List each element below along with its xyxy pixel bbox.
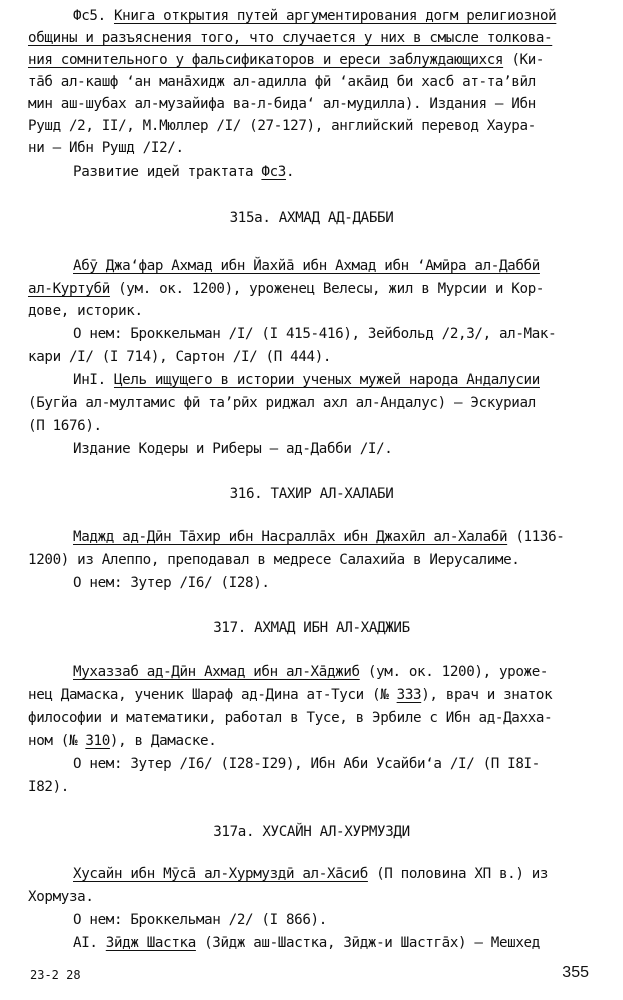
s315a-line-2: ал-Куртубӣ (ум. ок. 1200), уроженец Велесы, жил в Мурсии и Кор- (28, 281, 545, 297)
s317-line-2: нец Дамаска, ученик Шараф ад-Дина ат-Туси (№ 333), врач и знаток (28, 687, 553, 703)
s316-line-2: 1200) из Алеппо, преподавал в медресе Салахийа в Иерусалиме. (28, 552, 520, 568)
s315a-line-1: Абӯ Джаʻфар Ахмад ибн Йахйа̄ ибн Ахмад ибн ʻАмӣра ал-Даббӣ (73, 258, 540, 274)
heading-315a: 315а. АХМАД АД-ДАББИ (229, 210, 394, 226)
fc5-line-1 (73, 6, 556, 26)
fc5-line-4: та̄б ал-кашф ʻан мана̄хидж ал-адилла фӣ ʻака̄ид би хасб ат-таʼвӣл (28, 74, 536, 90)
s316-line-3: О нем: Зутер /I6/ (I28). (73, 575, 270, 591)
s317-line-5: О нем: Зутер /I6/ (I28-I29), Ибн Аби Усайбиʻа /I/ (П I8I- (73, 756, 540, 772)
s317a-line-2: Хормуза. (28, 889, 94, 905)
s315a-line-4: О нем: Броккельман /I/ (I 415-416), Зейбольд /2,3/, ал-Мак- (73, 326, 557, 342)
s316-line-1: Маджд ад-Дӣн Та̄хир ибн Насралла̄х ибн Джахӣл ал-Халабӣ (1136- (73, 529, 565, 545)
fc5-line-7: ни – Ибн Рушд /I2/. (28, 140, 184, 156)
ref-333: 333 (396, 687, 422, 703)
s317a-line-4: АI. Зӣдж Шастка (Зӣдж аш-Шастка, Зӣдж-и Шастга̄х) – Мешхед (73, 935, 540, 951)
s317-line-1: Мухаззаб ад-Дӣн Ахмад ибн ал-Ха̄джиб (ум. ок. 1200), уроже- (73, 664, 549, 680)
s315a-line-9: Издание Кодеры и Риберы – ад-Дабби /I/. (73, 441, 393, 457)
s317-line-4: ном (№ 310), в Дамаске. (28, 733, 217, 749)
s315a-line-3: дове, историк. (28, 303, 143, 319)
fc5-line-2: общины и разъяснения того, что случается у них в смысле толкова- (28, 30, 553, 46)
heading-317: 317. АХМАД ИБН АЛ-ХАДЖИБ (213, 620, 410, 636)
s317-line-6: I82). (28, 779, 69, 795)
s317a-line-1: Хусайн ибн Мӯса̄ ал-Хурмуздӣ ал-Ха̄сиб (П половина XП в.) из (73, 866, 549, 882)
s315a-line-7: (Бугйа ал-мултамис фӣ таʼрӣх риджал ахл ал-Андалус) – Эскуриал (28, 395, 536, 411)
fc5-line-6: Рушд /2, II/, М.Мюллер /I/ (27-127), английский перевод Хаура- (28, 118, 536, 134)
fc5-line-3: ния сомнительного у фальсификаторов и ереси заблуждающихся (Ки- (28, 52, 545, 68)
s317a-line-3: О нем: Броккельман /2/ (I 866). (73, 912, 327, 928)
s315a-line-5: кари /I/ (I 714), Сартон /I/ (П 444). (28, 349, 332, 365)
fc3-reference: Фс3 (261, 164, 286, 180)
heading-317a: 317а. ХУСАЙН АЛ-ХУРМУЗДИ (213, 824, 410, 840)
fc5-line-8: Развитие идей трактата Фс3. (73, 164, 295, 180)
ref-310: 310 (85, 733, 110, 749)
page-number: 355 (562, 964, 589, 981)
fc5-line-5: мин аш-шубах ал-музайифа ва-л-бидаʻ ал-мудилла). Издания – Ибн (28, 96, 536, 112)
sheet-mark: 23-2 28 (30, 968, 81, 982)
fc5-label: Фс5. (73, 8, 106, 24)
heading-316: 316. ТАХИР АЛ-ХАЛАБИ (229, 486, 394, 502)
s315a-line-8: (П 1676). (28, 418, 102, 434)
s317-line-3: философии и математики, работал в Тусе, в Эрбиле с Ибн ад-Дахха- (28, 710, 553, 726)
fc5-title-1: Книга открытия путей аргументирования догм религиозной (113, 8, 557, 24)
s315a-line-6: ИнI. Цель ищущего в истории ученых мужей народа Андалусии (73, 372, 540, 388)
